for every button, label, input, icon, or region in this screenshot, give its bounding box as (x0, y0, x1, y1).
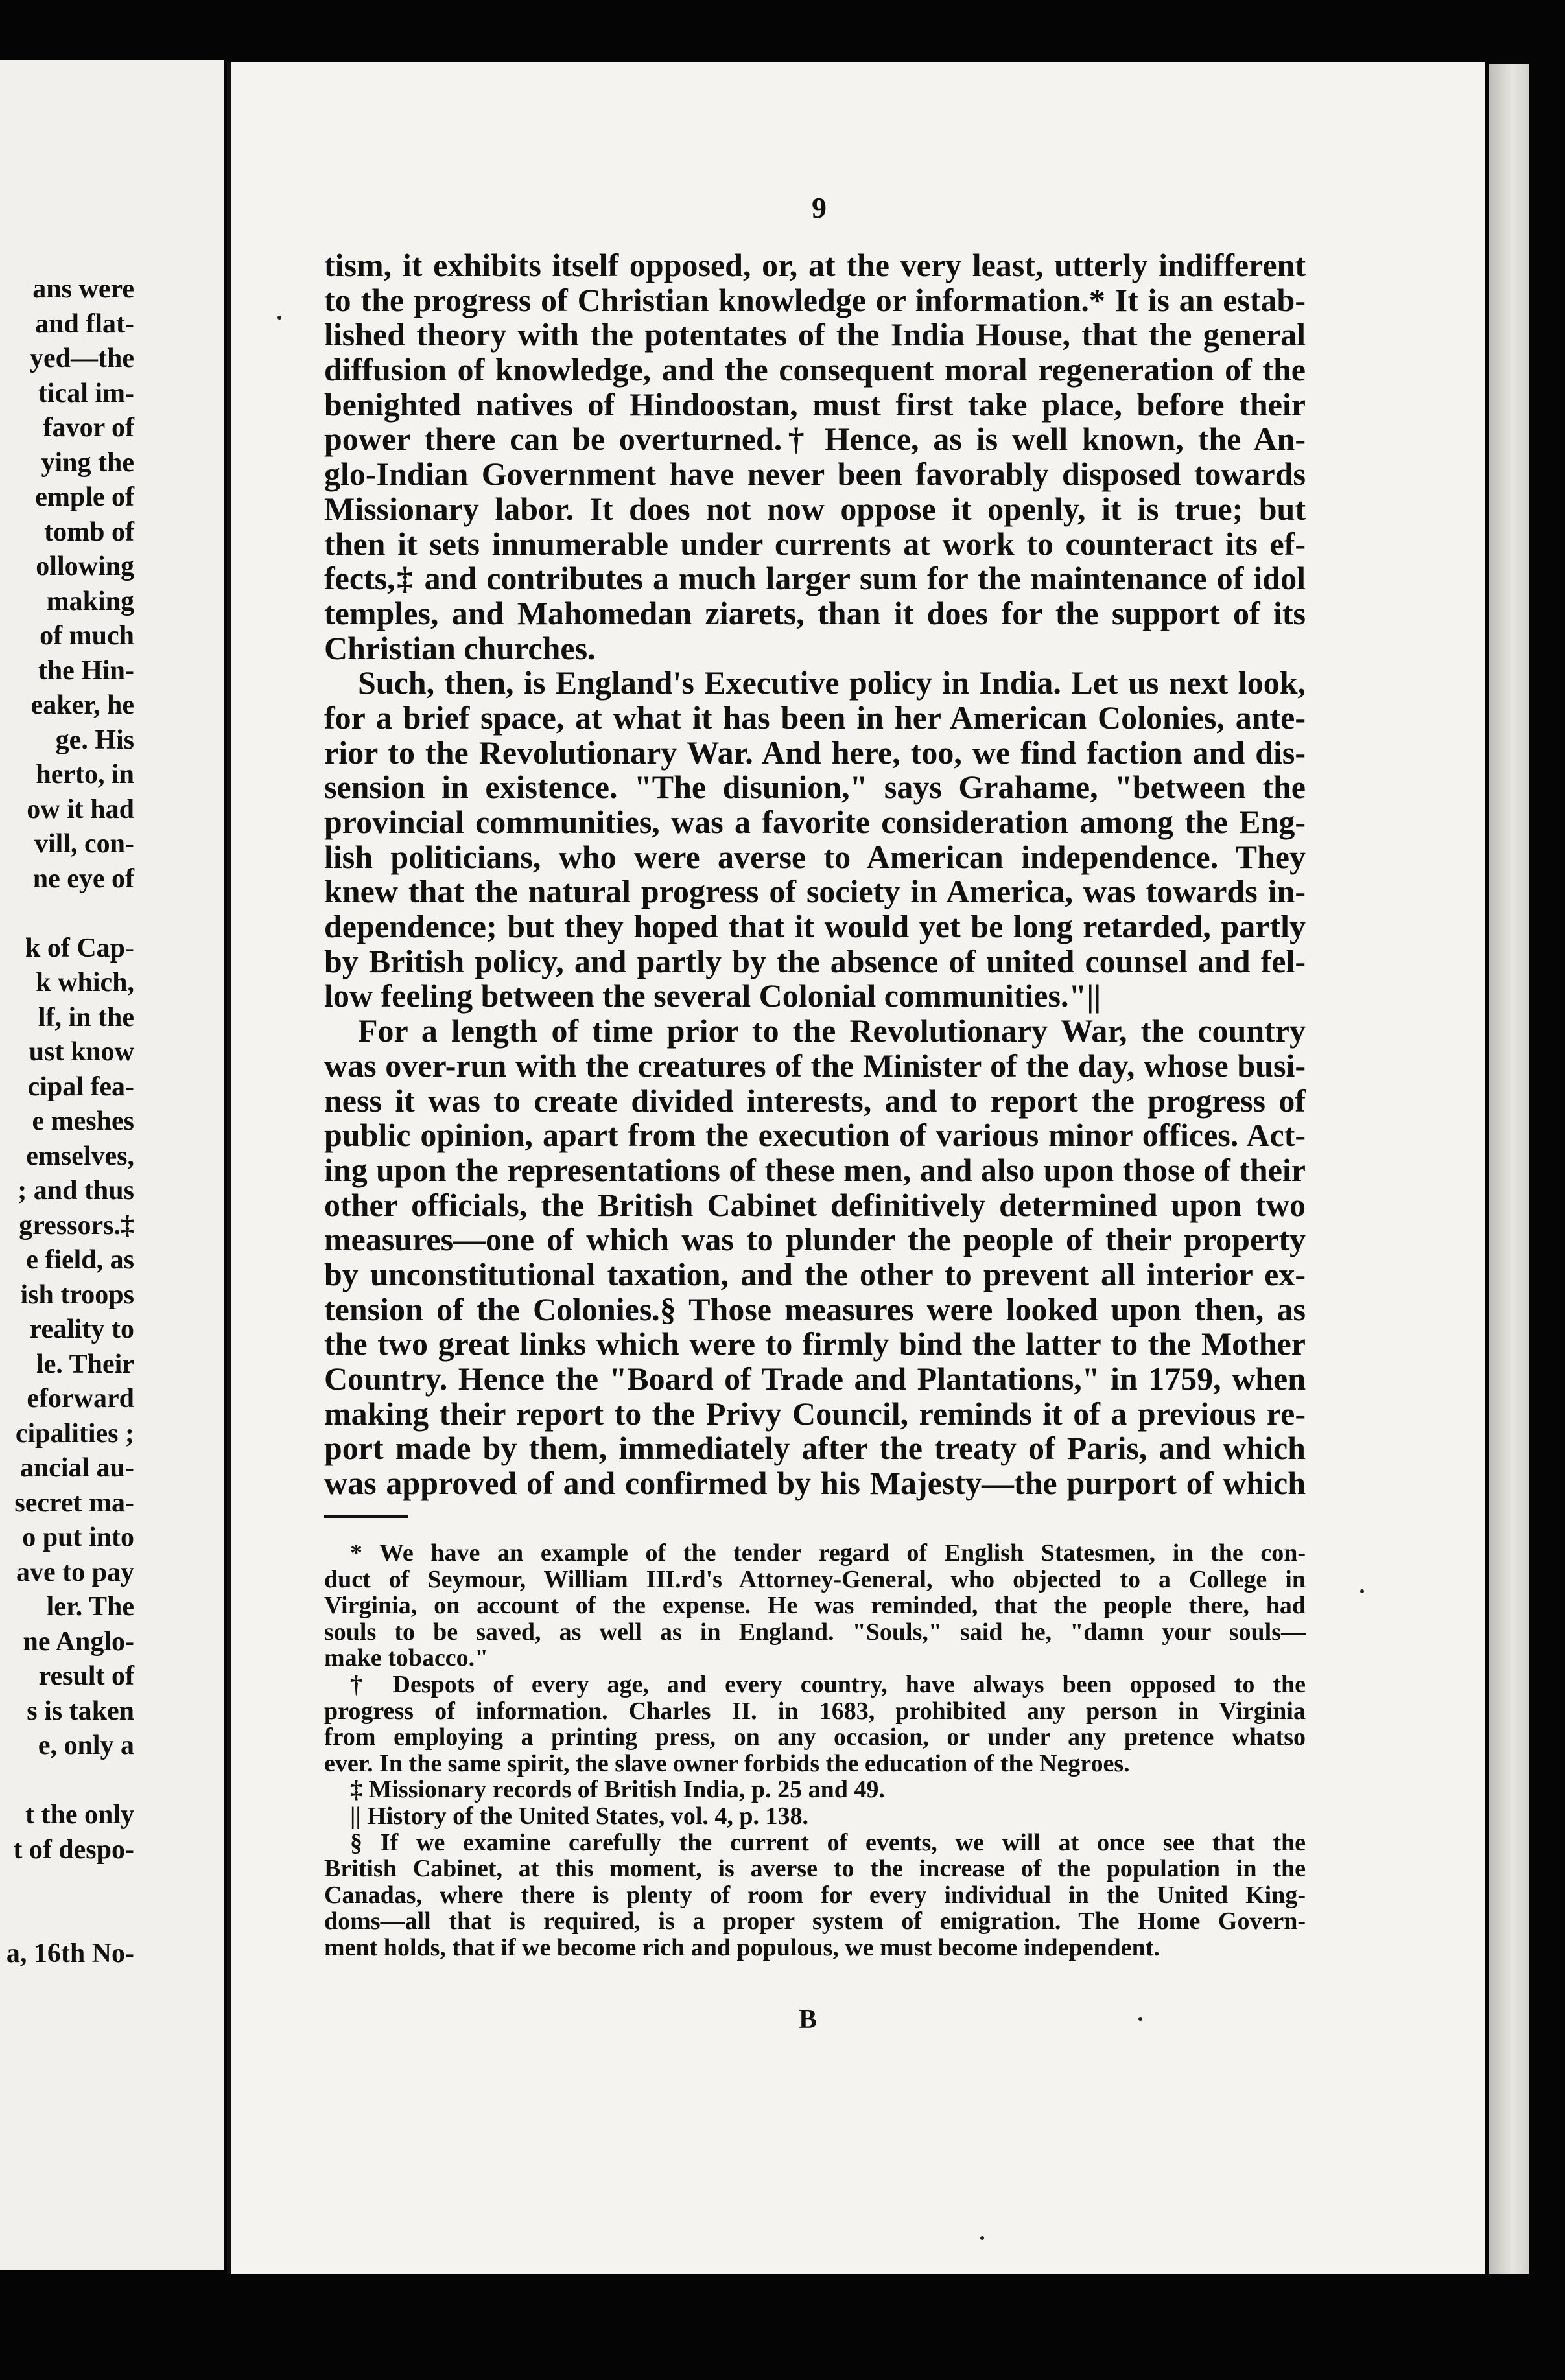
footnote-line: souls to be saved, as well as in England. "Souls," said he, "damn your souls— (324, 1618, 1306, 1646)
facing-line: ancial au- (19, 1453, 134, 1483)
facing-line: ans were (32, 274, 134, 304)
body-line: port made by them, immediately after the treaty of Paris, and which (324, 1430, 1306, 1467)
body-line: Christian churches. (324, 629, 596, 666)
body-line: by British policy, and partly by the absence of united counsel and fel- (324, 942, 1306, 979)
body-line: sension in existence. "The disunion," says Grahame, "between the (324, 769, 1306, 806)
body-line: glo-Indian Government have never been favorably disposed towards (324, 456, 1306, 493)
body-line: temples, and Mahomedan ziarets, than it does for the support of its (324, 594, 1306, 631)
body-text (324, 248, 1306, 1501)
body-line: Country. Hence the "Board of Trade and Plantations," in 1759, when (324, 1360, 1306, 1397)
facing-line: herto, in (36, 760, 134, 789)
facing-line: favor of (43, 413, 134, 443)
body-line: to the progress of Christian knowledge or information.* It is an estab- (324, 281, 1306, 318)
body-line: diffusion of knowledge, and the consequent moral regeneration of the (324, 351, 1306, 388)
facing-line: e meshes (32, 1106, 134, 1136)
body-line: knew that the natural progress of society in America, was towards in- (324, 873, 1306, 910)
facing-line: ne eye of (32, 863, 134, 894)
footnote-line: ever. In the same spirit, the slave owner forbids the education of the Negroes. (324, 1749, 1130, 1777)
facing-line: cipal fea- (27, 1071, 134, 1102)
page-edge (1489, 64, 1529, 2274)
facing-line: result of (38, 1661, 134, 1691)
body-line: by unconstitutional taxation, and the other to prevent all interior ex- (324, 1255, 1306, 1292)
footnote-line: progress of information. Charles II. in 1683, prohibited any person in Virginia (324, 1697, 1306, 1725)
facing-line: reality to (29, 1314, 134, 1344)
body-line: benighted natives of Hindoostan, must first take place, before their (324, 386, 1306, 423)
facing-line: e, only a (38, 1731, 134, 1760)
facing-page-text (0, 272, 134, 1972)
facing-line: gressors.‡ (19, 1210, 134, 1241)
facing-line (0, 896, 134, 931)
footnote-rule (324, 1515, 408, 1518)
footnote-line: Virginia, on account of the expense. He was reminded, that the people there, had (324, 1592, 1306, 1620)
body-line: Missionary labor. It does not now oppose it openly, it is true; but (324, 490, 1306, 527)
facing-line: k of Cap- (25, 933, 134, 963)
body-line: rior to the Revolutionary War. And here, too, we find faction and dis- (324, 734, 1306, 771)
facing-line (0, 1902, 134, 1937)
facing-line: ollowing (36, 552, 134, 581)
facing-line: k which, (36, 968, 134, 998)
body-line: lish politicians, who were averse to American independence. They (324, 838, 1306, 875)
facing-line: cipalities ; (15, 1418, 134, 1449)
facing-line: tical im- (38, 378, 134, 408)
facing-line: ge. His (55, 725, 134, 755)
facing-line: t the only (25, 1800, 134, 1830)
body-line: public opinion, apart from the execution of various minor offices. Act- (324, 1117, 1306, 1154)
facing-line: ler. The (46, 1592, 134, 1622)
facing-line: eforward (27, 1384, 134, 1414)
body-line: for a brief space, at what it has been in her American Colonies, ante- (324, 699, 1306, 736)
body-line: low feeling between the several Colonial communities."|| (324, 977, 1101, 1014)
body-line: dependence; but they hoped that it would yet be long retarded, partly (324, 908, 1306, 945)
facing-line: and flat- (35, 309, 134, 339)
ink-speck (980, 2236, 984, 2240)
ink-speck (1138, 2017, 1142, 2021)
facing-line: emple of (35, 482, 134, 512)
facing-line: emselves, (26, 1141, 134, 1171)
footnote-line: make tobacco." (324, 1644, 489, 1672)
body-line: Such, then, is England's Executive policy in India. Let us next look, (358, 664, 1306, 701)
body-line: provincial communities, was a favorite consideration among the Eng- (324, 804, 1306, 840)
body-line: was approved of and confirmed by his Majesty—the purport of which (324, 1465, 1306, 1502)
facing-line: s is taken (27, 1696, 134, 1726)
footnote-line: British Cabinet, at this moment, is averse to the increase of the population in the (324, 1855, 1306, 1883)
footnote-line: § If we examine carefully the current of events, we will at once see that the (350, 1828, 1306, 1856)
footnote-line: † Despots of every age, and every country, have always been opposed to the (350, 1670, 1306, 1698)
facing-line: of much (40, 621, 134, 651)
facing-line: the Hin- (38, 655, 134, 686)
facing-line: le. Their (36, 1349, 134, 1379)
facing-line: lf, in the (38, 1002, 134, 1032)
facing-line: ying the (41, 447, 134, 478)
body-line: ness it was to create divided interests, and to report the progress of (324, 1082, 1306, 1119)
page-number: 9 (812, 191, 827, 224)
body-line: tism, it exhibits itself opposed, or, at the very least, utterly indifferent (324, 247, 1306, 283)
footnote-line: duct of Seymour, William III.rd's Attorney-General, who objected to a College in (324, 1565, 1306, 1593)
body-line: then it sets innumerable under currents at work to counteract its ef- (324, 525, 1306, 562)
body-line: making their report to the Privy Council, reminds it of a previous re- (324, 1395, 1306, 1432)
footnotes (324, 1540, 1306, 1961)
footnote-line: ment holds, that if we become rich and populous, we must become independent. (324, 1933, 1160, 1961)
body-line: tension of the Colonies.§ Those measures were looked upon then, as (324, 1290, 1306, 1327)
footnote-line: doms—all that is required, is a proper system of emigration. The Home Govern- (324, 1908, 1306, 1935)
footnote-line: from employing a printing press, on any occasion, or under any pretence whatso (324, 1723, 1306, 1751)
body-line: For a length of time prior to the Revolutionary War, the country (358, 1012, 1306, 1049)
facing-line (0, 1867, 134, 1902)
facing-line: making (46, 586, 134, 616)
body-line: the two great links which were to firmly bind the latter to the Mother (324, 1325, 1306, 1362)
footnote-line: ‡ Missionary records of British India, p. 25 and 49. (350, 1776, 885, 1804)
body-line: power there can be overturned.† Hence, as is well known, the An- (324, 421, 1306, 458)
facing-line: ow it had (27, 794, 134, 824)
facing-line: ne Anglo- (23, 1626, 134, 1657)
facing-line: secret ma- (14, 1488, 134, 1518)
facing-line: ; and thus (18, 1176, 134, 1206)
body-line: fects,‡ and contributes a much larger sum for the maintenance of idol (324, 560, 1306, 597)
facing-line: ave to pay (16, 1557, 134, 1587)
footnote-line: || History of the United States, vol. 4, p. 138. (350, 1802, 809, 1830)
facing-line: tomb of (44, 517, 134, 547)
facing-line (0, 1764, 134, 1799)
body-line: ing upon the representations of these men, and also upon those of their (324, 1151, 1306, 1188)
body-line: measures—one of which was to plunder the people of their property (324, 1221, 1306, 1258)
facing-line: ust know (29, 1037, 134, 1067)
facing-line: ish troops (20, 1279, 134, 1310)
facing-line: t of despo- (13, 1834, 134, 1865)
body-line: other officials, the British Cabinet definitively determined upon two (324, 1186, 1306, 1223)
footnote-line: * We have an example of the tender regard of English Statesmen, in the con- (350, 1539, 1306, 1567)
facing-line: yed—the (30, 344, 134, 373)
facing-line: o put into (22, 1522, 134, 1552)
signature-mark: B (799, 2005, 818, 2035)
ink-speck (277, 316, 281, 320)
facing-line: vill, con- (34, 829, 134, 859)
facing-line: eaker, he (30, 690, 134, 720)
footnote-line: Canadas, where there is plenty of room for every individual in the United King- (324, 1881, 1306, 1909)
body-line: lished theory with the potentates of the India House, that the general (324, 316, 1306, 353)
ink-speck (1360, 1589, 1364, 1593)
facing-line: e field, as (26, 1245, 134, 1275)
facing-line: a, 16th No- (6, 1939, 134, 1968)
body-line: was over-run with the creatures of the Minister of the day, whose busi- (324, 1047, 1306, 1084)
facing-page-fragment (0, 60, 224, 2270)
